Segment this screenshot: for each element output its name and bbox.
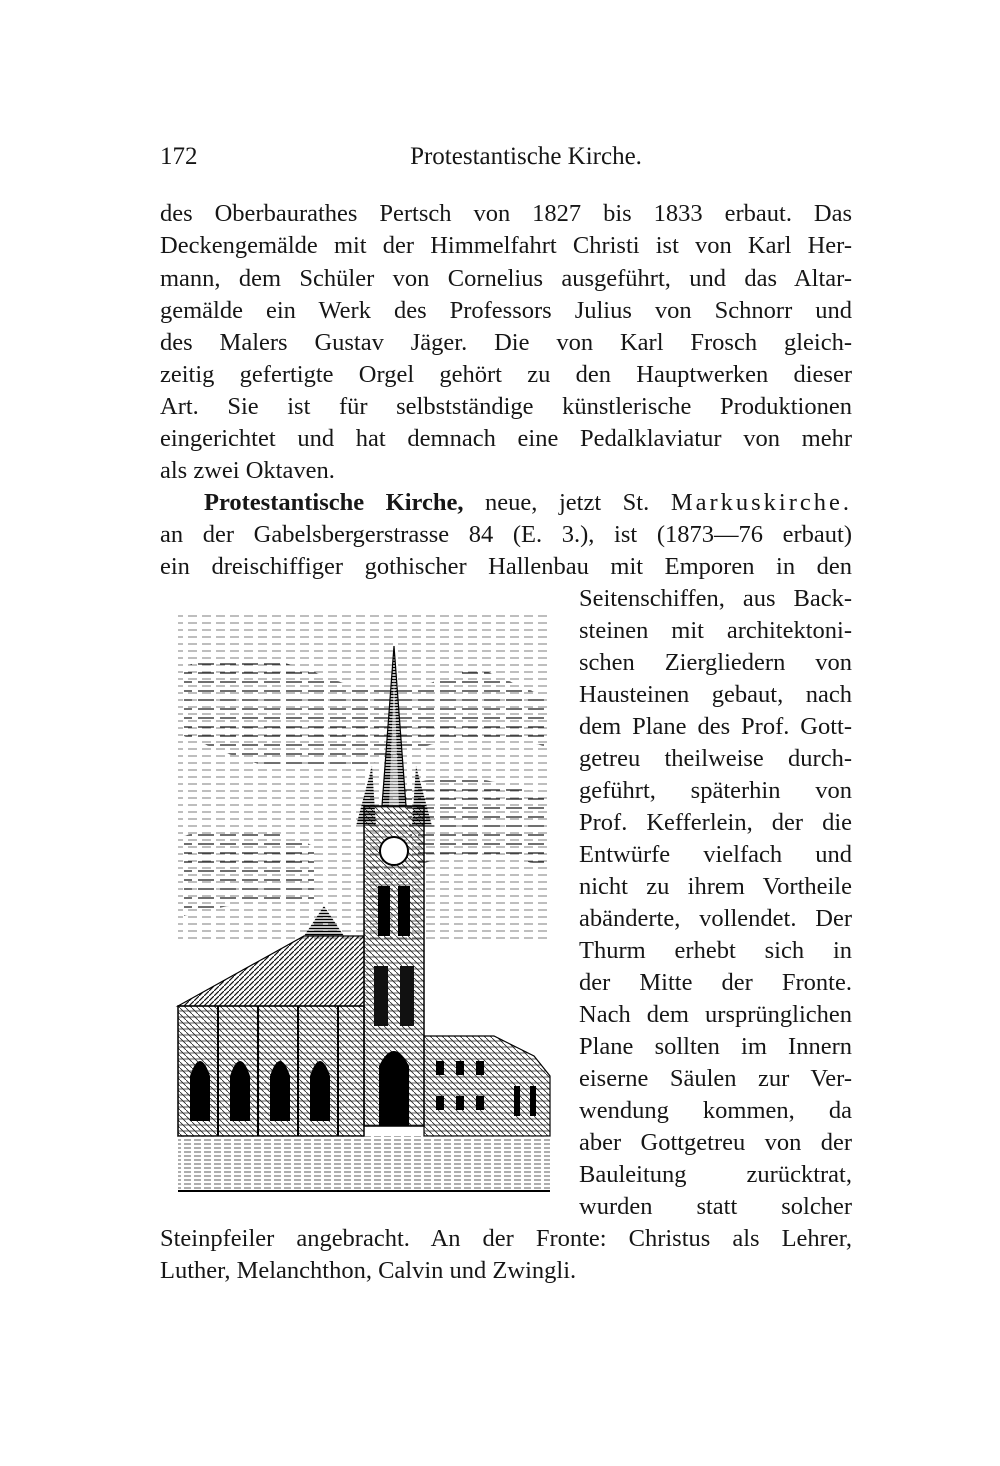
text-line: Seitenschiffen, aus Back- bbox=[579, 585, 852, 612]
text-line: Deckengemälde mit der Himmelfahrt Christi ist von Karl Her- bbox=[160, 232, 852, 259]
page-header bbox=[160, 140, 852, 174]
text-line: gemälde ein Werk des Professors Julius von Schnorr und bbox=[160, 297, 852, 324]
entry-heading-continuation: neue, jetzt St. bbox=[463, 489, 671, 516]
text-line: des Malers Gustav Jäger. Die von Karl Frosch gleich- bbox=[160, 329, 852, 356]
text-line: Prof. Kefferlein, der die bbox=[579, 809, 852, 836]
text-line: Art. Sie ist für selbstständige künstlerische Produktionen bbox=[160, 393, 852, 420]
page-number: 172 bbox=[160, 143, 198, 170]
text-line: eingerichtet und hat demnach eine Pedalklaviatur von mehr bbox=[160, 425, 852, 452]
text-line: dem Plane des Prof. Gott- bbox=[579, 713, 852, 740]
text-line: Thurm erhebt sich in bbox=[579, 937, 852, 964]
text-line: mann, dem Schüler von Cornelius ausgeführt, und das Altar- bbox=[160, 265, 852, 292]
text-line: Hausteinen gebaut, nach bbox=[579, 681, 852, 708]
text-line: Nach dem ursprünglichen bbox=[579, 1001, 852, 1028]
church-engraving-icon bbox=[174, 606, 554, 1200]
text-line: getreu theilweise durch- bbox=[579, 745, 852, 772]
text-line: nicht zu ihrem Vortheile bbox=[579, 873, 852, 900]
text-line: Bauleitung zurücktrat, bbox=[579, 1161, 852, 1188]
text-line: Plane sollten im Innern bbox=[579, 1033, 852, 1060]
text-line: aber Gottgetreu von der bbox=[579, 1129, 852, 1156]
text-line: der Mitte der Fronte. bbox=[579, 969, 852, 996]
text-line: zeitig gefertigte Orgel gehört zu den Hauptwerken dieser bbox=[160, 361, 852, 388]
text-line: Entwürfe vielfach und bbox=[579, 841, 852, 868]
text-line: wurden statt solcher bbox=[579, 1193, 852, 1220]
text-line: an der Gabelsbergerstrasse 84 (E. 3.), ist (1873—76 erbaut) bbox=[160, 521, 852, 548]
text-line: als zwei Oktaven. bbox=[160, 457, 335, 484]
text-line: eiserne Säulen zur Ver- bbox=[579, 1065, 852, 1092]
running-title: Protestantische Kirche. bbox=[410, 143, 642, 170]
text-line: ein dreischiffiger gothischer Hallenbau mit Emporen in den bbox=[160, 553, 852, 580]
text-line: des Oberbaurathes Pertsch von 1827 bis 1833 erbaut. Das bbox=[160, 200, 852, 227]
text-line: schen Ziergliedern von bbox=[579, 649, 852, 676]
entry-heading: Protestantische Kirche, bbox=[204, 489, 464, 516]
entry-heading-line bbox=[160, 487, 852, 519]
text-line: wendung kommen, da bbox=[579, 1097, 852, 1124]
text-line: Luther, Melanchthon, Calvin und Zwingli. bbox=[160, 1257, 577, 1284]
text-line: abänderte, vollendet. Der bbox=[579, 905, 852, 932]
text-line: geführt, späterhin von bbox=[579, 777, 852, 804]
church-name: Markuskirche. bbox=[670, 489, 852, 516]
text-line: Steinpfeiler angebracht. An der Fronte: Christus als Lehrer, bbox=[160, 1225, 852, 1252]
text-line: steinen mit architektoni- bbox=[579, 617, 852, 644]
